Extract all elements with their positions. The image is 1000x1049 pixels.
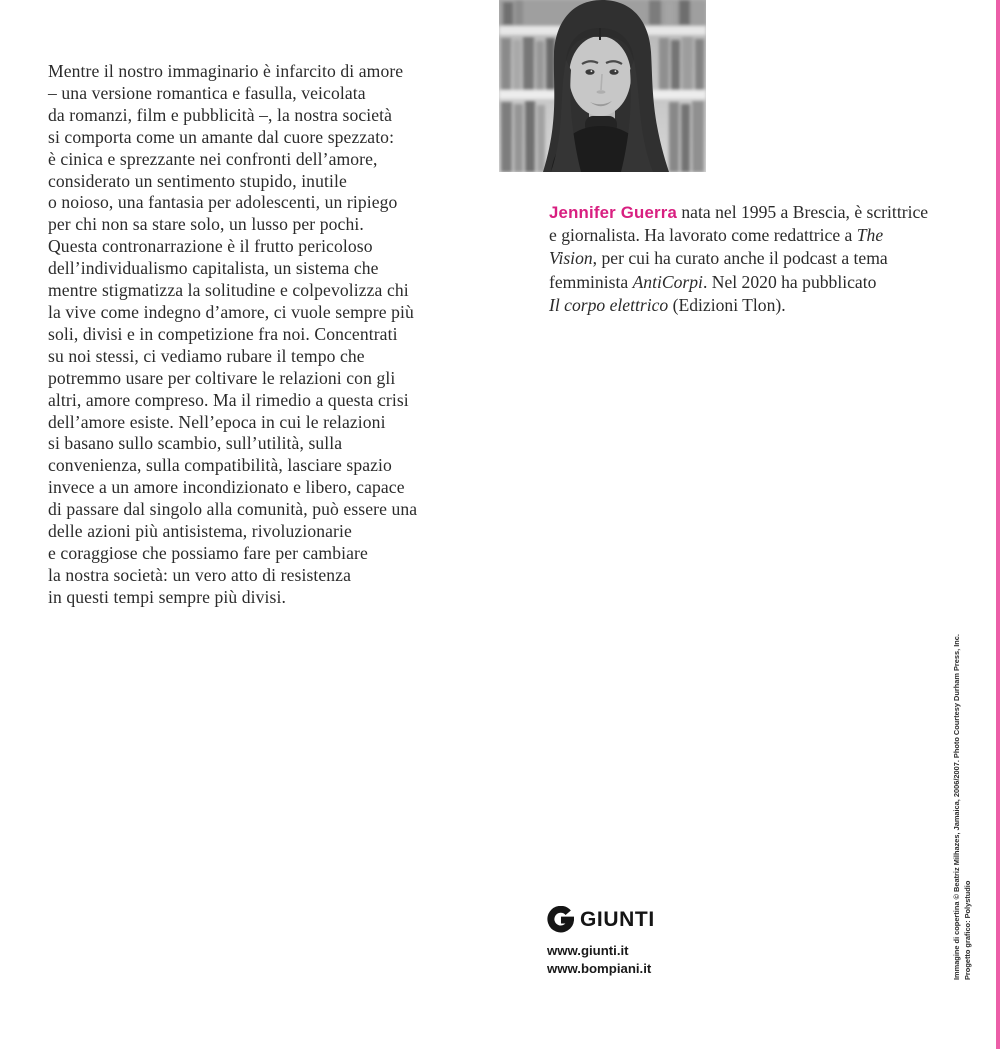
text-line: potremmo usare per coltivare le relazioni con gli bbox=[48, 367, 396, 388]
text-line: www.bompiani.it bbox=[547, 960, 652, 976]
text-line: mentre stigmatizza la solitudine e colpevolizza chi bbox=[48, 280, 409, 301]
photo-credit bbox=[952, 600, 976, 980]
text-line: e giornalista. Ha lavorato come redattrice a The bbox=[549, 225, 884, 246]
text-line: è cinica e sprezzante nei confronti dell’amore, bbox=[48, 148, 378, 169]
text-line: Jennifer Guerra nata nel 1995 a Brescia, è scrittrice bbox=[549, 202, 929, 222]
text-line: invece a un amore incondizionato e libero, capace bbox=[48, 477, 405, 498]
publisher-logo bbox=[547, 906, 655, 933]
text-line: delle azioni più antisistema, rivoluzionarie bbox=[48, 521, 352, 542]
author-photo bbox=[499, 0, 706, 172]
photo-credit-line: Immagine di copertina © Beatriz Milhazes, Jamaica, 2006/2007. Photo Courtesy Durham Press, Inc. bbox=[952, 634, 961, 980]
text-line: si basano sullo scambio, sull’utilità, sulla bbox=[48, 433, 343, 454]
text-line: altri, amore compreso. Ma il rimedio a questa crisi bbox=[48, 389, 409, 410]
text-line: si comporta come un amante dal cuore spezzato: bbox=[48, 126, 395, 147]
publisher-footer bbox=[547, 906, 655, 977]
text-line: Vision, per cui ha curato anche il podcast a tema bbox=[549, 248, 888, 269]
text-line: Mentre il nostro immaginario è infarcito di amore bbox=[48, 61, 404, 81]
text-line: dell’amore esiste. Nell’epoca in cui le relazioni bbox=[48, 411, 386, 432]
giunti-wordmark: GIUNTI bbox=[580, 907, 655, 931]
giunti-g-icon bbox=[547, 906, 574, 933]
text-line: Questa contronarrazione è il frutto pericoloso bbox=[48, 236, 373, 257]
text-line: o noioso, una fantasia per adolescenti, un ripiego bbox=[48, 192, 398, 213]
text-line: la nostra società: un vero atto di resistenza bbox=[48, 564, 352, 585]
text-line: su noi stessi, ci vediamo rubare il tempo che bbox=[48, 345, 365, 366]
author-name: Jennifer Guerra bbox=[549, 203, 677, 222]
text-line: di passare dal singolo alla comunità, può essere una bbox=[48, 499, 418, 520]
back-cover-blurb bbox=[48, 61, 488, 609]
design-credit-line: Progetto grafico: Polystudio bbox=[962, 880, 972, 980]
text-line: – una versione romantica e fasulla, veicolata bbox=[48, 82, 366, 103]
author-bio bbox=[549, 201, 959, 317]
text-line: considerato un sentimento stupido, inutile bbox=[48, 170, 347, 191]
text-line: da romanzi, film e pubblicità –, la nostra società bbox=[48, 104, 393, 125]
text-line: soli, divisi e in competizione fra noi. Concentrati bbox=[48, 323, 398, 344]
text-line: e coraggiose che possiamo fare per cambiare bbox=[48, 542, 368, 563]
text-line: Il corpo elettrico (Edizioni Tlon). bbox=[549, 294, 786, 315]
text-line: www.giunti.it bbox=[547, 943, 629, 958]
text-line: convenienza, sulla compatibilità, lasciare spazio bbox=[48, 455, 392, 476]
text-line: dell’individualismo capitalista, un sistema che bbox=[48, 258, 379, 279]
text-line: in questi tempi sempre più divisi. bbox=[48, 586, 286, 607]
publisher-websites bbox=[547, 942, 655, 977]
text-line: la vive come indegno d’amore, ci vuole sempre più bbox=[48, 301, 414, 322]
author-photo-illustration bbox=[499, 0, 706, 172]
text-line: femminista AntiCorpi. Nel 2020 ha pubblicato bbox=[549, 271, 877, 292]
cover-spine-stripe bbox=[996, 0, 1000, 1049]
text-line: per chi non sa stare solo, un lusso per pochi. bbox=[48, 214, 364, 235]
